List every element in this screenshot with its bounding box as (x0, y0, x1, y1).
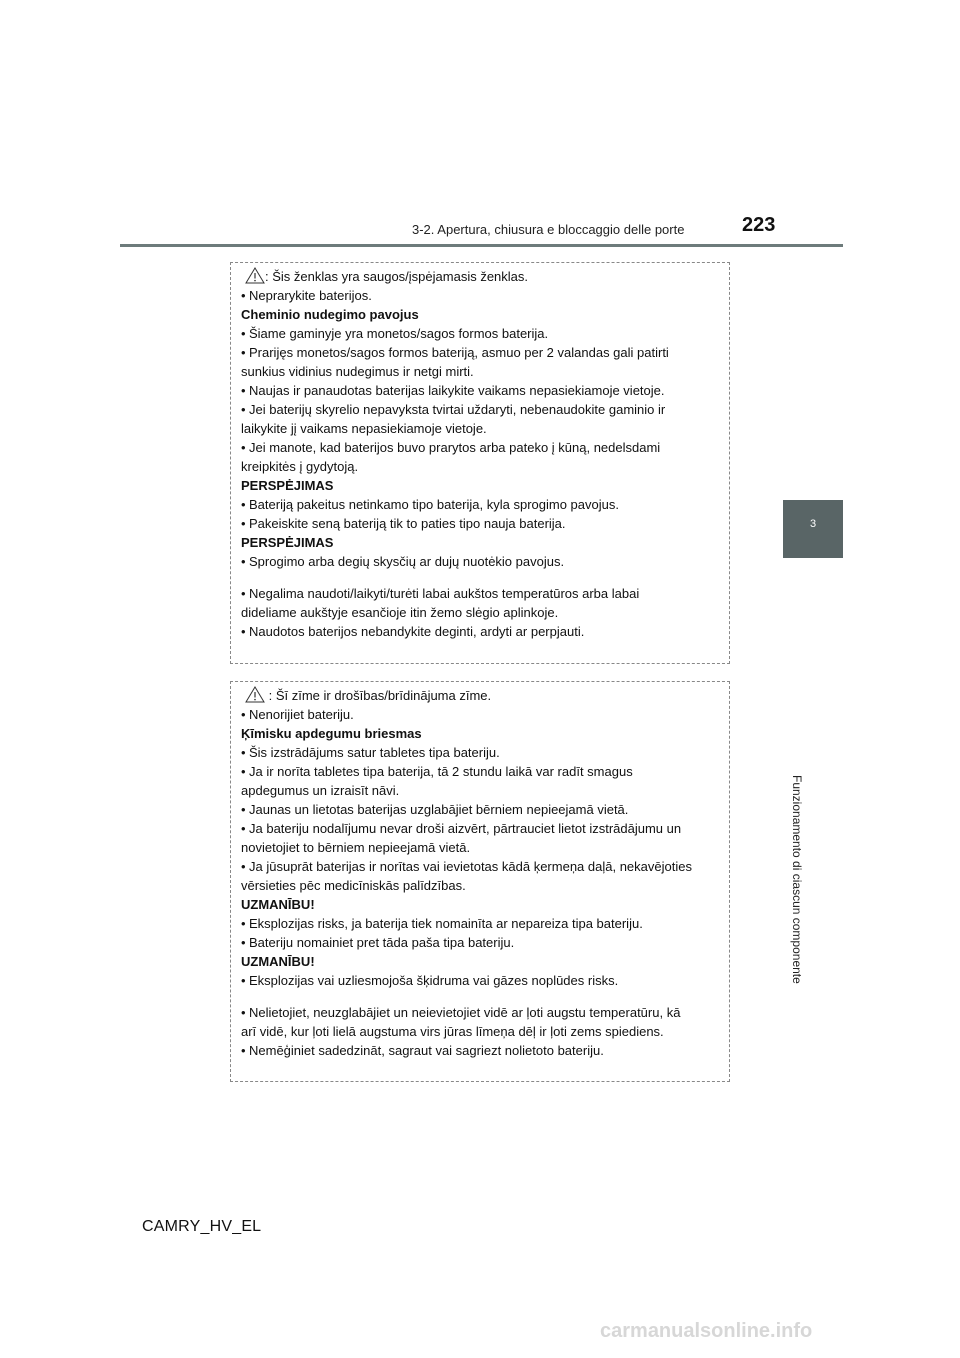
line-text: Bateriju nomainiet pret tāda paša tipa bateriju. (249, 935, 515, 950)
bullet-marker: • (241, 288, 246, 303)
warning-heading (241, 476, 719, 495)
continuation-line (241, 362, 719, 381)
bullet-line (241, 800, 719, 819)
bullet-marker: • (241, 1043, 246, 1058)
bullet-marker: • (241, 764, 246, 779)
line-text: Bateriją pakeitus netinkamo tipo baterija, kyla sprogimo pavojus. (249, 497, 619, 512)
page-number: 223 (742, 214, 776, 236)
line-text: Negalima naudoti/laikyti/turėti labai aukštos temperatūros arba labai (249, 586, 640, 601)
bullet-line (241, 622, 719, 641)
line-text: Jei manote, kad baterijos buvo prarytos arba pateko į kūną, nedelsdami (249, 440, 661, 455)
line-text: PERSPĖJIMAS (241, 478, 334, 493)
bullet-marker: • (241, 402, 246, 417)
bullet-marker: • (241, 383, 246, 398)
line-text: Jei baterijų skyrelio nepavyksta tvirtai uždaryti, nebenaudokite gaminio ir (249, 402, 666, 417)
bullet-marker: • (241, 516, 246, 531)
bullet-marker: • (241, 345, 246, 360)
bullet-marker: • (241, 859, 246, 874)
chapter-side-label: Funzionamento di ciascun componente (790, 775, 804, 984)
bullet-line (241, 1003, 719, 1022)
line-text: apdegumus un izraisīt nāvi. (241, 783, 400, 798)
warning-box-latvian (230, 681, 730, 1082)
warning-heading (241, 952, 719, 971)
continuation-line (241, 781, 719, 800)
paragraph-gap (241, 990, 719, 1003)
bullet-marker: • (241, 821, 246, 836)
bullet-line (241, 381, 719, 400)
bullet-line (241, 971, 719, 990)
line-text: Neprarykite baterijos. (249, 288, 372, 303)
warning-heading (241, 305, 719, 324)
bullet-marker: • (241, 440, 246, 455)
watermark: carmanualsonline.info (600, 1320, 813, 1342)
bullet-line (241, 857, 719, 876)
warning-symbol-caption: : Šis ženklas yra saugos/įspėjamasis ženklas. (265, 269, 529, 284)
line-text: Jaunas un lietotas baterijas uzglabājiet bērniem nepieejamā vietā. (249, 802, 629, 817)
line-text: dideliame aukštyje esančioje itin žemo slėgio aplinkoje. (241, 605, 559, 620)
line-text: laikykite jį vaikams nepasiekiamoje vietoje. (241, 421, 487, 436)
line-text: Ja jūsuprāt baterijas ir norītas vai ievietotas kādā ķermeņa daļā, nekavējoties (249, 859, 692, 874)
warning-heading (241, 895, 719, 914)
line-text: sunkius vidinius nudegimus ir netgi mirti. (241, 364, 474, 379)
line-text: Sprogimo arba degių skysčių ar dujų nuotėkio pavojus. (249, 554, 565, 569)
line-text: Cheminio nudegimo pavojus (241, 307, 419, 322)
bullet-line (241, 705, 719, 724)
chapter-tab (783, 500, 843, 558)
continuation-line (241, 419, 719, 438)
line-text: Nemēģiniet sadedzināt, sagraut vai sagriezt nolietoto bateriju. (249, 1043, 604, 1058)
line-text: PERSPĖJIMAS (241, 535, 334, 550)
bullet-marker: • (241, 707, 246, 722)
warning-symbol-line (241, 686, 719, 705)
warning-triangle-icon (245, 267, 265, 284)
bullet-line (241, 343, 719, 362)
bullet-marker: • (241, 586, 246, 601)
bullet-line (241, 914, 719, 933)
bullet-line (241, 1041, 719, 1060)
section-title: 3-2. Apertura, chiusura e bloccaggio delle porte (412, 222, 685, 237)
bullet-line (241, 762, 719, 781)
continuation-line (241, 838, 719, 857)
line-text: arī vidē, kur ļoti lielā augstuma virs jūras līmeņa dēļ ir ļoti zems spiediens. (241, 1024, 664, 1039)
bullet-marker: • (241, 802, 246, 817)
bullet-marker: • (241, 1005, 246, 1020)
line-text: UZMANĪBU! (241, 897, 315, 912)
bullet-marker: • (241, 916, 246, 931)
continuation-line (241, 603, 719, 622)
line-text: Pakeiskite seną bateriją tik to paties tipo nauja baterija. (249, 516, 566, 531)
bullet-marker: • (241, 973, 246, 988)
warning-triangle-icon (245, 686, 265, 703)
bullet-marker: • (241, 745, 246, 760)
line-text: novietojiet to bērniem nepieejamā vietā. (241, 840, 471, 855)
warning-box-lithuanian (230, 262, 730, 664)
continuation-line (241, 1022, 719, 1041)
warning-symbol-line (241, 267, 719, 286)
bullet-line (241, 584, 719, 603)
bullet-marker: • (241, 497, 246, 512)
bullet-line (241, 819, 719, 838)
line-text: Šis izstrādājums satur tabletes tipa bateriju. (249, 745, 500, 760)
paragraph-gap (241, 571, 719, 584)
document-code: CAMRY_HV_EL (142, 1218, 262, 1235)
line-text: Ja ir norīta tabletes tipa baterija, tā 2 stundu laikā var radīt smagus (249, 764, 633, 779)
warning-symbol-caption: : Šī zīme ir drošības/brīdinājuma zīme. (265, 688, 492, 703)
header-rule (120, 244, 843, 247)
chapter-number: 3 (809, 518, 817, 530)
line-text: Eksplozijas risks, ja baterija tiek nomainīta ar nepareiza tipa bateriju. (249, 916, 643, 931)
bullet-marker: • (241, 624, 246, 639)
line-text: Nenorijiet bateriju. (249, 707, 354, 722)
line-text: vērsieties pēc medicīniskās palīdzības. (241, 878, 466, 893)
bullet-marker: • (241, 935, 246, 950)
line-text: Prarijęs monetos/sagos formos bateriją, asmuo per 2 valandas gali patirti (249, 345, 669, 360)
line-text: kreipkitės į gydytoją. (241, 459, 359, 474)
bullet-line (241, 286, 719, 305)
bullet-line (241, 438, 719, 457)
bullet-line (241, 495, 719, 514)
bullet-line (241, 933, 719, 952)
bullet-line (241, 552, 719, 571)
continuation-line (241, 876, 719, 895)
line-text: Ķīmisku apdegumu briesmas (241, 726, 422, 741)
warning-heading (241, 533, 719, 552)
line-text: Šiame gaminyje yra monetos/sagos formos baterija. (249, 326, 549, 341)
line-text: Eksplozijas vai uzliesmojoša šķidruma vai gāzes noplūdes risks. (249, 973, 619, 988)
line-text: UZMANĪBU! (241, 954, 315, 969)
warning-heading (241, 724, 719, 743)
bullet-marker: • (241, 326, 246, 341)
bullet-line (241, 743, 719, 762)
line-text: Ja bateriju nodalījumu nevar droši aizvērt, pārtrauciet lietot izstrādājumu un (249, 821, 682, 836)
bullet-line (241, 514, 719, 533)
line-text: Naudotos baterijos nebandykite deginti, ardyti ar perpjauti. (249, 624, 585, 639)
bullet-line (241, 400, 719, 419)
continuation-line (241, 457, 719, 476)
line-text: Naujas ir panaudotas baterijas laikykite vaikams nepasiekiamoje vietoje. (249, 383, 665, 398)
bullet-marker: • (241, 554, 246, 569)
bullet-line (241, 324, 719, 343)
line-text: Nelietojiet, neuzglabājiet un neievietojiet vidē ar ļoti augstu temperatūru, kā (249, 1005, 681, 1020)
